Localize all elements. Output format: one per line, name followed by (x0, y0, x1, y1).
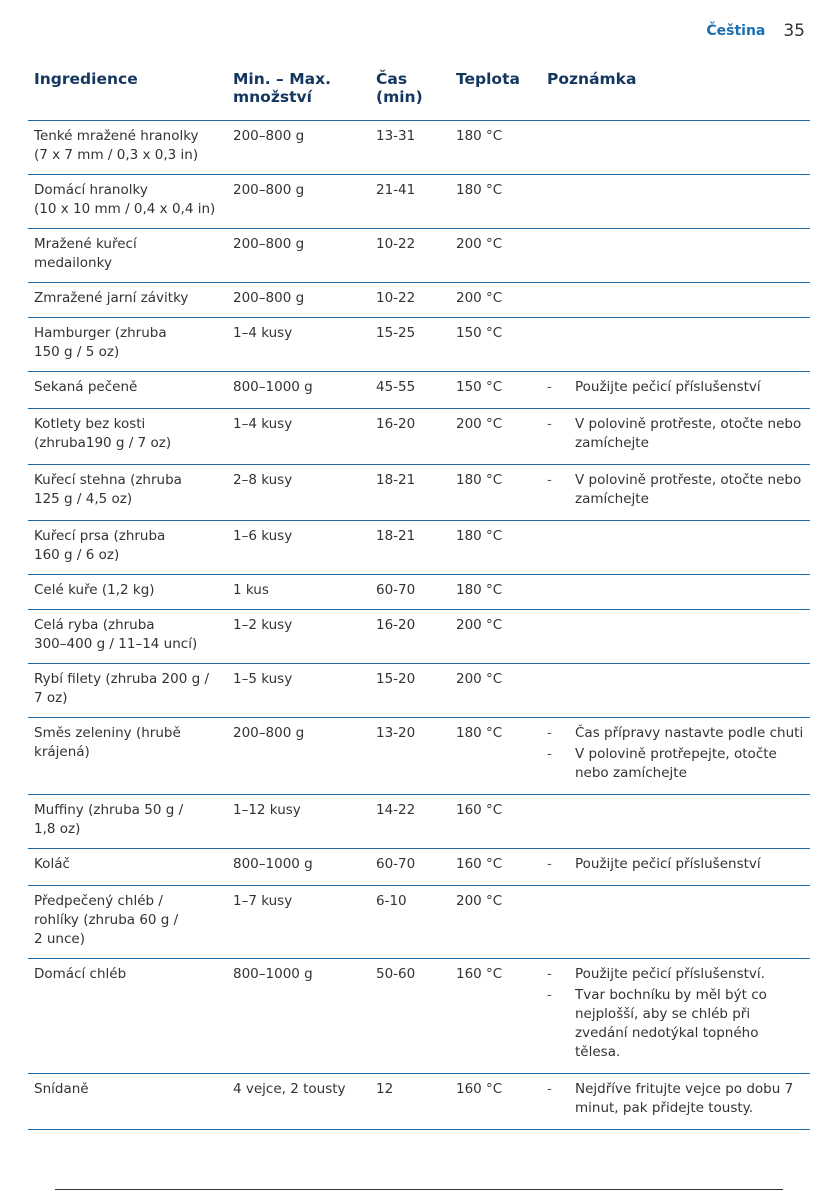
table-row (28, 664, 810, 718)
cell-temperature: 180 °C (450, 575, 541, 610)
cell-temperature: 180 °C (450, 465, 541, 521)
cell-temperature: 200 °C (450, 229, 541, 283)
cell-temperature: 200 °C (450, 409, 541, 465)
cell-time: 15-20 (370, 664, 450, 718)
cell-ingredient: Kotlety bez kosti (zhruba190 g / 7 oz) (28, 409, 227, 465)
column-header-ingredient: Ingredience (28, 64, 227, 121)
note-list (547, 965, 804, 1062)
note-item: - Tvar bochníku by měl být co nejplošší, aby se chléb při zvedání nedotýkal topného tělesa. (547, 986, 804, 1062)
note-list (547, 415, 804, 453)
cell-amount: 1–4 kusy (227, 318, 370, 372)
cell-time: 50-60 (370, 959, 450, 1074)
cell-temperature: 200 °C (450, 664, 541, 718)
cell-amount: 800–1000 g (227, 959, 370, 1074)
cell-ingredient: Koláč (28, 849, 227, 886)
table-row (28, 575, 810, 610)
table-row (28, 959, 810, 1074)
cell-time: 14-22 (370, 795, 450, 849)
cell-ingredient: Mražené kuřecí medailonky (28, 229, 227, 283)
cell-amount: 4 vejce, 2 tousty (227, 1074, 370, 1130)
cell-note (541, 1074, 810, 1130)
cell-amount: 1–6 kusy (227, 521, 370, 575)
cell-note (541, 575, 810, 610)
cell-amount: 1–5 kusy (227, 664, 370, 718)
cell-amount: 2–8 kusy (227, 465, 370, 521)
cell-temperature: 160 °C (450, 849, 541, 886)
cell-amount: 200–800 g (227, 229, 370, 283)
table-row (28, 175, 810, 229)
note-item: - Čas přípravy nastavte podle chuti (547, 724, 804, 743)
cell-note (541, 795, 810, 849)
cell-ingredient: Domácí hranolky (10 x 10 mm / 0,4 x 0,4 in) (28, 175, 227, 229)
cell-temperature: 150 °C (450, 318, 541, 372)
page-header (706, 20, 805, 42)
cell-time: 15-25 (370, 318, 450, 372)
cell-temperature: 160 °C (450, 959, 541, 1074)
cell-temperature: 180 °C (450, 175, 541, 229)
table-row (28, 283, 810, 318)
cell-time: 18-21 (370, 521, 450, 575)
cell-amount: 1–7 kusy (227, 886, 370, 959)
table-header-row (28, 64, 810, 121)
cell-temperature: 200 °C (450, 610, 541, 664)
note-item: - Použijte pečicí příslušenství (547, 378, 804, 397)
cell-amount: 200–800 g (227, 283, 370, 318)
note-list (547, 724, 804, 783)
table-row (28, 610, 810, 664)
cell-note (541, 372, 810, 409)
table-row (28, 521, 810, 575)
table-row (28, 121, 810, 175)
cell-note (541, 283, 810, 318)
cell-note (541, 886, 810, 959)
cell-time: 10-22 (370, 283, 450, 318)
cell-time: 21-41 (370, 175, 450, 229)
cell-amount: 1 kus (227, 575, 370, 610)
table-body (28, 121, 810, 1130)
cell-ingredient: Domácí chléb (28, 959, 227, 1074)
cell-note (541, 959, 810, 1074)
cell-ingredient: Celá ryba (zhruba 300–400 g / 11–14 uncí) (28, 610, 227, 664)
cell-note (541, 610, 810, 664)
table-row (28, 465, 810, 521)
column-header-amount: Min. – Max. množství (227, 64, 370, 121)
cell-temperature: 180 °C (450, 121, 541, 175)
cell-time: 12 (370, 1074, 450, 1130)
cell-note (541, 229, 810, 283)
cell-amount: 200–800 g (227, 121, 370, 175)
cell-time: 16-20 (370, 610, 450, 664)
column-header-time: Čas (min) (370, 64, 450, 121)
footer-divider (55, 1189, 783, 1190)
cell-note (541, 175, 810, 229)
cell-ingredient: Kuřecí prsa (zhruba 160 g / 6 oz) (28, 521, 227, 575)
cell-ingredient: Muffiny (zhruba 50 g / 1,8 oz) (28, 795, 227, 849)
note-item: - Nejdříve fritujte vejce po dobu 7 minut, pak přidejte tousty. (547, 1080, 804, 1118)
table-row (28, 1074, 810, 1130)
cell-time: 45-55 (370, 372, 450, 409)
table-row (28, 718, 810, 795)
cell-ingredient: Hamburger (zhruba 150 g / 5 oz) (28, 318, 227, 372)
note-list (547, 1080, 804, 1118)
cell-note (541, 409, 810, 465)
cell-temperature: 160 °C (450, 795, 541, 849)
cell-ingredient: Sekaná pečeně (28, 372, 227, 409)
cell-ingredient: Zmražené jarní závitky (28, 283, 227, 318)
cell-temperature: 200 °C (450, 886, 541, 959)
cell-amount: 200–800 g (227, 175, 370, 229)
cell-temperature: 160 °C (450, 1074, 541, 1130)
cell-temperature: 150 °C (450, 372, 541, 409)
cell-time: 13-20 (370, 718, 450, 795)
cell-note (541, 318, 810, 372)
cell-note (541, 521, 810, 575)
note-item: - Použijte pečicí příslušenství. (547, 965, 804, 984)
cell-ingredient: Předpečený chléb / rohlíky (zhruba 60 g / 2 unce) (28, 886, 227, 959)
cell-temperature: 200 °C (450, 283, 541, 318)
cell-amount: 200–800 g (227, 718, 370, 795)
note-list (547, 855, 804, 874)
note-item: - Použijte pečicí příslušenství (547, 855, 804, 874)
cell-note (541, 718, 810, 795)
cell-time: 60-70 (370, 849, 450, 886)
cell-amount: 800–1000 g (227, 849, 370, 886)
cell-amount: 1–4 kusy (227, 409, 370, 465)
cell-ingredient: Směs zeleniny (hrubě krájená) (28, 718, 227, 795)
cell-time: 16-20 (370, 409, 450, 465)
table-row (28, 886, 810, 959)
table-row (28, 229, 810, 283)
note-item: - V polovině protřepejte, otočte nebo zamíchejte (547, 745, 804, 783)
cell-amount: 1–12 kusy (227, 795, 370, 849)
note-list (547, 378, 804, 397)
cell-time: 10-22 (370, 229, 450, 283)
table-row (28, 849, 810, 886)
cell-time: 6-10 (370, 886, 450, 959)
table-row (28, 409, 810, 465)
cooking-table (28, 64, 810, 1130)
cell-ingredient: Tenké mražené hranolky (7 x 7 mm / 0,3 x 0,3 in) (28, 121, 227, 175)
language-label: Čeština (706, 23, 766, 39)
cell-amount: 800–1000 g (227, 372, 370, 409)
cell-note (541, 121, 810, 175)
table-row (28, 372, 810, 409)
column-header-temperature: Teplota (450, 64, 541, 121)
cell-note (541, 465, 810, 521)
note-item: - V polovině protřeste, otočte nebo zamíchejte (547, 471, 804, 509)
column-header-note: Poznámka (541, 64, 810, 121)
cell-amount: 1–2 kusy (227, 610, 370, 664)
cell-note (541, 664, 810, 718)
cell-note (541, 849, 810, 886)
note-item: - V polovině protřeste, otočte nebo zamíchejte (547, 415, 804, 453)
note-list (547, 471, 804, 509)
table-row (28, 318, 810, 372)
cell-temperature: 180 °C (450, 521, 541, 575)
table-row (28, 795, 810, 849)
cell-ingredient: Rybí filety (zhruba 200 g / 7 oz) (28, 664, 227, 718)
cell-time: 18-21 (370, 465, 450, 521)
cell-ingredient: Kuřecí stehna (zhruba 125 g / 4,5 oz) (28, 465, 227, 521)
cell-time: 13-31 (370, 121, 450, 175)
cell-temperature: 180 °C (450, 718, 541, 795)
cell-ingredient: Celé kuře (1,2 kg) (28, 575, 227, 610)
cell-time: 60-70 (370, 575, 450, 610)
cell-ingredient: Snídaně (28, 1074, 227, 1130)
page-number: 35 (783, 21, 805, 41)
